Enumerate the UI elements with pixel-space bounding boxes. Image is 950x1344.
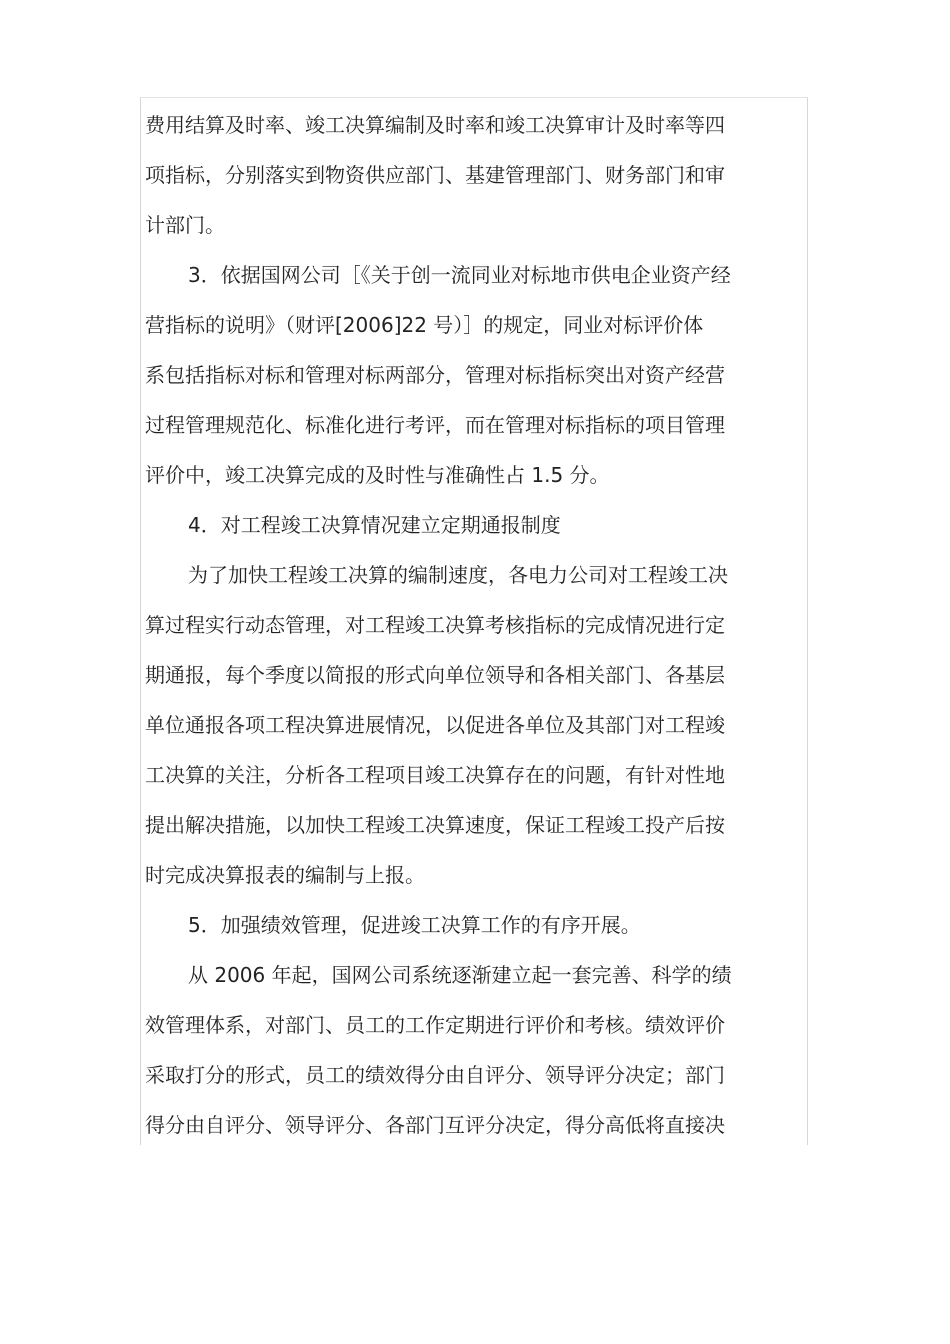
text-line: 从 2006 年起，国网公司系统逐渐建立起一套完善、科学的绩: [188, 963, 732, 987]
text-line: 算过程实行动态管理，对工程竣工决算考核指标的完成情况进行定: [145, 613, 725, 637]
document-body: [145, 100, 807, 1150]
text-line: 项指标，分别落实到物资供应部门、基建管理部门、财务部门和审: [145, 163, 725, 187]
text-line: 5．加强绩效管理，促进竣工决算工作的有序开展。: [188, 913, 641, 937]
text-line: 得分由自评分、领导评分、各部门互评分决定，得分高低将直接决: [145, 1113, 725, 1137]
text-line: 评价中，竣工决算完成的及时性与准确性占 1.5 分。: [145, 463, 610, 487]
text-line: 计部门。: [145, 213, 225, 237]
text-line: 效管理体系，对部门、员工的工作定期进行评价和考核。绩效评价: [145, 1013, 725, 1037]
text-line: 工决算的关注，分析各工程项目竣工决算存在的问题，有针对性地: [145, 763, 725, 787]
text-line: 系包括指标对标和管理对标两部分，管理对标指标突出对资产经营: [145, 363, 725, 387]
text-line: 时完成决算报表的编制与上报。: [145, 863, 425, 887]
text-line: 营指标的说明》（财评[2006]22 号）］的规定，同业对标评价体: [145, 313, 704, 337]
text-line: 为了加快工程竣工决算的编制速度，各电力公司对工程竣工决: [188, 563, 728, 587]
text-line: 单位通报各项工程决算进展情况，以促进各单位及其部门对工程竣: [145, 713, 725, 737]
text-line: 过程管理规范化、标准化进行考评，而在管理对标指标的项目管理: [145, 413, 725, 437]
text-line: 费用结算及时率、竣工决算编制及时率和竣工决算审计及时率等四: [145, 113, 725, 137]
text-line: 4．对工程竣工决算情况建立定期通报制度: [188, 513, 561, 537]
text-line: 3．依据国网公司［《关于创一流同业对标地市供电企业资产经: [188, 263, 731, 287]
text-line: 采取打分的形式，员工的绩效得分由自评分、领导评分决定；部门: [145, 1063, 725, 1087]
text-line: 期通报，每个季度以简报的形式向单位领导和各相关部门、各基层: [145, 663, 725, 687]
text-line: 提出解决措施，以加快工程竣工决算速度，保证工程竣工投产后按: [145, 813, 725, 837]
